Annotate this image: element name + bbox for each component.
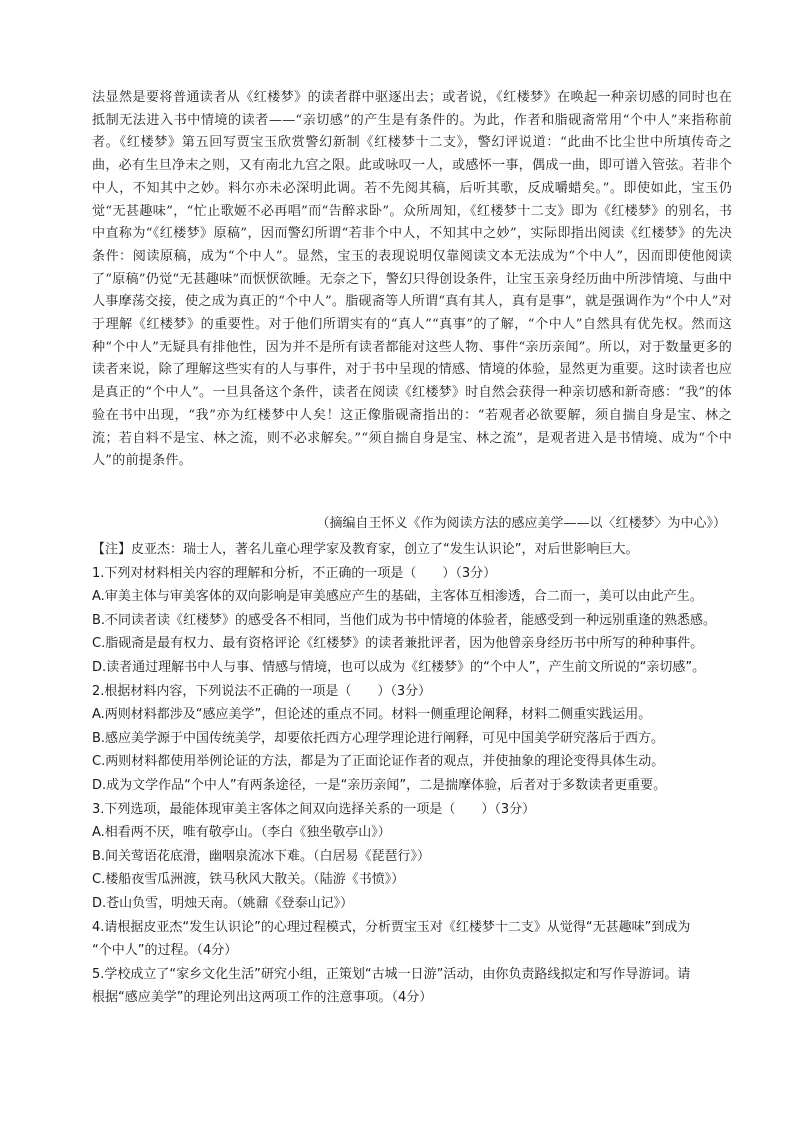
question-3-stem: 3.下列选项，最能体现审美主客体之间双向选择关系的一项是（ ）（3分）: [92, 801, 536, 817]
question-3-option-a: A.相看两不厌，唯有敬亭山。（李白《独坐敬亭山》）: [92, 825, 391, 841]
question-3-option-c: C.楼船夜雪瓜洲渡，铁马秋风大散关。（陆游《书愤》）: [92, 872, 405, 888]
question-1-option-c: C.脂砚斋是最有权力、最有资格评论《红楼梦》的读者兼批评者，因为他曾亲身经历书中所写的种种事件。: [92, 636, 704, 652]
question-2-stem: 2.根据材料内容，下列说法不正确的一项是（ ）（3分）: [92, 683, 432, 699]
question-4-stem-line2: “个中人”的过程。（4分）: [92, 943, 238, 959]
question-5-stem-line1: 5.学校成立了“家乡文化生活”研究小组，正策划“古城一日游”活动，由你负责路线拟定和写作导游词。请: [92, 966, 691, 982]
question-2-option-c: C.两则材料都使用举例论证的方法，都是为了正面论证作者的观点，并使抽象的理论变得具体生动。: [92, 754, 665, 770]
question-3-option-b: B.间关莺语花底滑，幽咽泉流冰下难。（白居易《琵琶行》）: [92, 848, 431, 864]
question-3-option-d: D.苍山负雪，明烛天南。（姚鼐《登泰山记》）: [92, 895, 354, 911]
question-1-option-d: D.读者通过理解书中人与事、情感与情境，也可以成为《红楼梦》的“个中人”，产生前文所说的“亲切感”。: [92, 659, 706, 675]
question-2-option-d: D.成为文学作品“个中人”有两条途径，一是“亲历亲闻”，二是揣摩体验，后者对于多数读者更重要。: [92, 777, 667, 793]
source-citation: （摘编自王怀义《作为阅读方法的感应美学——以〈红楼梦〉为中心》）: [316, 516, 726, 531]
question-1-option-a: A.审美主体与审美客体的双向影响是审美感应产生的基础，主客体互相渗透，合二而一，美可以由此产生。: [92, 589, 703, 605]
question-4-stem-line1: 4.请根据皮亚杰“发生认识论”的心理过程模式，分析贾宝玉对《红楼梦十二支》从觉得“无甚趣味”到成为: [92, 919, 691, 935]
footnote: 【注】皮亚杰：瑞士人，著名儿童心理学家及教育家，创立了“发生认识论”，对后世影响巨大。: [92, 542, 639, 557]
question-5-stem-line2: 根据“感应美学”的理论列出这两项工作的注意事项。（4分）: [92, 990, 433, 1006]
question-2-option-a: A.两则材料都涉及“感应美学”，但论述的重点不同。材料一侧重理论阐释，材料二侧重实践运用。: [92, 707, 652, 723]
passage-text: 法显然是要将普通读者从《红楼梦》的读者群中驱逐出去；或者说，《红楼梦》在唤起一种亲切感的同时也在抵制无法进入书中情境的读者——“亲切感”的产生是有条件的。为此，作者和脂砚斋常用“个中人”来指称前者。《红楼梦》第五回写贾宝玉欣赏警幻新制《红楼梦十二支》，警幻评说道：“此曲不比尘世中所填传奇之曲，必有生旦净末之则，又有南北九宫之限。此或咏叹一人，或感怀一事，偶成一曲，即可谱入管弦。若非个中人，不知其中之妙。料尔亦未必深明此调。若不先阅其稿，后听其歌，反成嚼蜡矣。”。即使如此，宝玉仍觉“无甚趣味”，“忙止歌姬不必再唱”而“告醉求卧”。众所周知，《红楼梦十二支》即为《红楼梦》的别名，书中直称为“《红楼梦》原稿”，因而警幻所谓“若非个中人，不知其中之妙”，实际即指出阅读《红楼梦》的先决条件：阅读原稿，成为“个中人”。显然，宝玉的表现说明仅靠阅读文本无法成为“个中人”，因而即使他阅读了“原稿”仍觉“无甚趣味”而恹恹欲睡。无奈之下，警幻只得创设条件，让宝玉亲身经历曲中所涉情境、与曲中人事摩荡交接，使之成为真正的“个中人”。脂砚斋等人所谓“真有其人，真有是事”，就是强调作为“个中人”对于理解《红楼梦》的重要性。对于他们所谓实有的“真人”“真事”的了解，“个中人”自然具有优先权。然而这种“个中人”无疑具有排他性，因为并不是所有读者都能对这些人物、事件“亲历亲闻”。所以，对于数量更多的读者来说，除了理解这些实有的人与事件，对于书中呈现的情感、情境的体验，显然更为重要。这时读者也应是真正的“个中人”。一旦具备这个条件，读者在阅读《红楼梦》时自然会获得一种亲切感和新奇感：“我”的体验在书中出现，“我”亦为红楼梦中人矣！这正像脂砚斋指出的：“若观者必欲要解，须自揣自身是宝、林之流；若自料不是宝、林之流，则不必求解矣。”“须自揣自身是宝、林之流”，是观者进入是书情境、成为“个中人”的前提条件。: [92, 90, 732, 469]
questions-block: [92, 538, 752, 1010]
question-1-stem: 1.下列对材料相关内容的理解和分析，不正确的一项是（ ）（3分）: [92, 565, 497, 581]
question-2-option-b: B.感应美学源于中国传统美学，却要依托西方心理学理论进行阐释，可见中国美学研究落后于西方。: [92, 730, 665, 746]
question-1-option-b: B.不同读者读《红楼梦》的感受各不相同，当他们成为书中情境的体验者，能感受到一种远别重逢的熟悉感。: [92, 612, 717, 628]
